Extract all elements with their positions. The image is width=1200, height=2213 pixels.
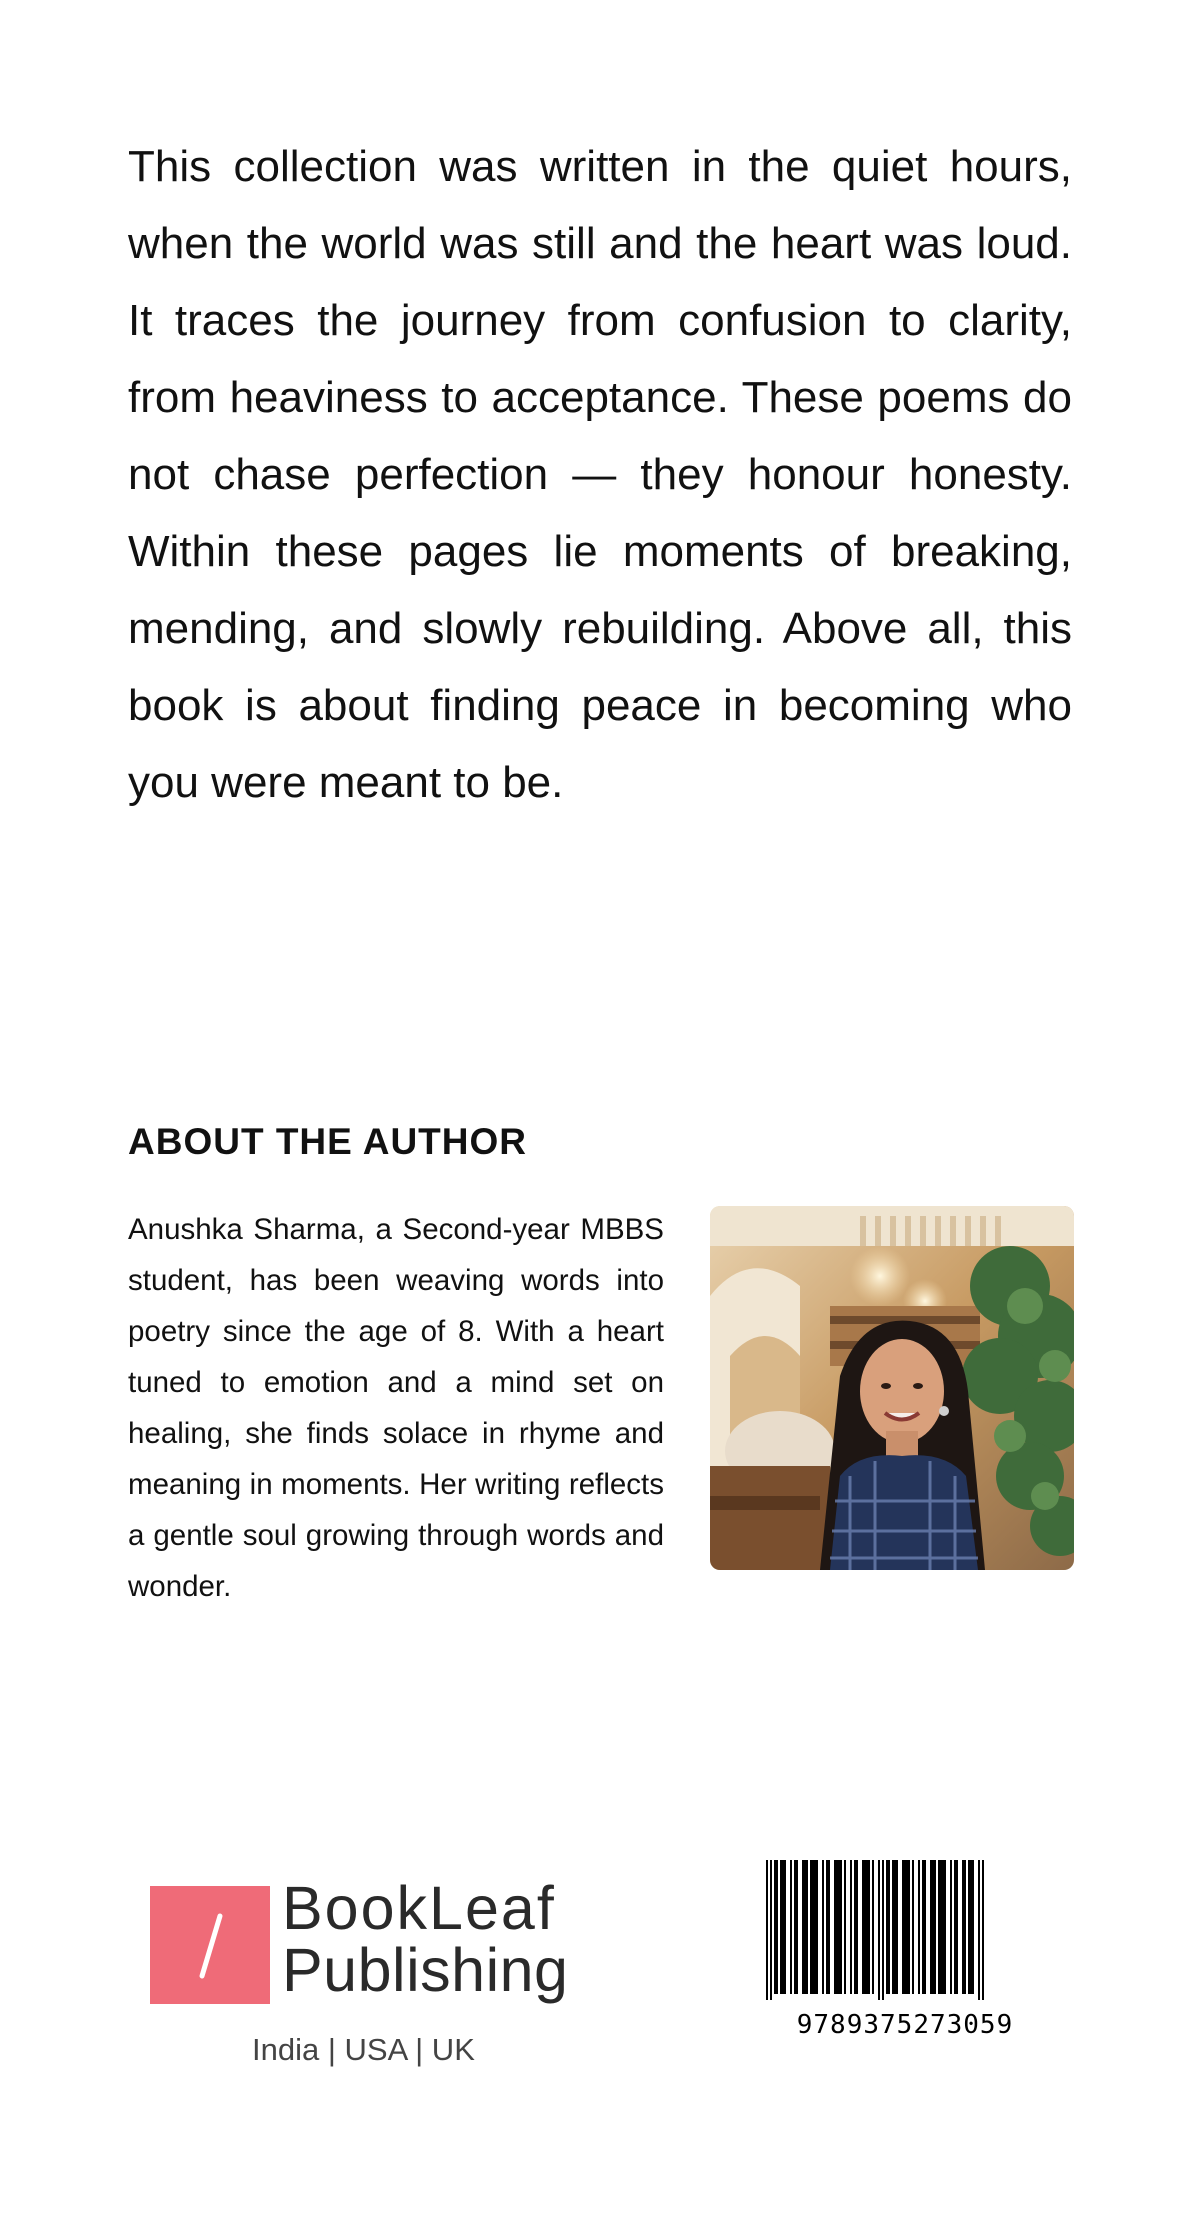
author-photo — [710, 1206, 1074, 1570]
leaf-slash-icon — [150, 1886, 270, 2004]
barcode-bar — [954, 1860, 958, 1994]
barcode-bar — [854, 1860, 858, 1994]
barcode-bar — [766, 1860, 768, 2000]
barcode-bar — [774, 1860, 778, 1994]
barcode-bar — [982, 1860, 984, 2000]
barcode-bar — [968, 1860, 974, 1994]
barcode-bar — [802, 1860, 808, 1994]
barcode-bar — [810, 1860, 818, 1994]
barcode-bar — [886, 1860, 890, 1994]
barcode-bar — [962, 1860, 966, 1994]
publisher-regions: India | USA | UK — [252, 2032, 475, 2067]
about-author-text: Anushka Sharma, a Second-year MBBS student, has been weaving words into poetry since the age of 8. With a heart tuned to emotion and a mind set on healing, she finds solace in rhyme and meaning in moments. Her writing reflects a gentle soul growing through words and wonder. — [128, 1213, 664, 1603]
barcode-bar — [826, 1860, 830, 1994]
publisher-logo — [150, 1874, 590, 2067]
barcode-bar — [878, 1860, 880, 2000]
barcode-bar — [902, 1860, 910, 1994]
barcode-bar — [882, 1860, 884, 2000]
isbn-barcode — [764, 1860, 1046, 2044]
barcode-bar — [794, 1860, 798, 1994]
isbn-number: 9789375273059 — [796, 2010, 1014, 2040]
barcode-bar — [822, 1860, 824, 1994]
barcode-bar — [918, 1860, 920, 1994]
barcode-bar — [850, 1860, 852, 1994]
barcode-bar — [922, 1860, 926, 1994]
barcode-bar — [862, 1860, 870, 1994]
barcode-bar — [950, 1860, 952, 1994]
barcode-bar — [892, 1860, 898, 1994]
barcode-bar — [930, 1860, 936, 1994]
about-author-heading: ABOUT THE AUTHOR — [128, 1121, 527, 1162]
barcode-bar — [938, 1860, 946, 1994]
publisher-name-line1: BookLeaf — [282, 1874, 556, 1942]
barcode-bar — [834, 1860, 842, 1994]
publisher-name-line2: Publishing — [282, 1936, 569, 2004]
barcode-bar — [978, 1860, 980, 2000]
back-cover-blurb: This collection was written in the quiet hours, when the world was still and the heart was loud. It traces the journey from confusion to clarity, from heaviness to acceptance. These poems do not chase perfection — they honour honesty. Within these pages lie moments of breaking, mending, and slowly rebuilding. Above all, this book is about finding peace in becoming who you were meant to be. — [128, 142, 1072, 807]
barcode-bar — [872, 1860, 874, 1994]
barcode-bar — [770, 1860, 772, 2000]
barcode-bar — [790, 1860, 792, 1994]
barcode-bar — [844, 1860, 846, 1994]
barcode-bar — [780, 1860, 786, 1994]
barcode-bar — [912, 1860, 914, 1994]
